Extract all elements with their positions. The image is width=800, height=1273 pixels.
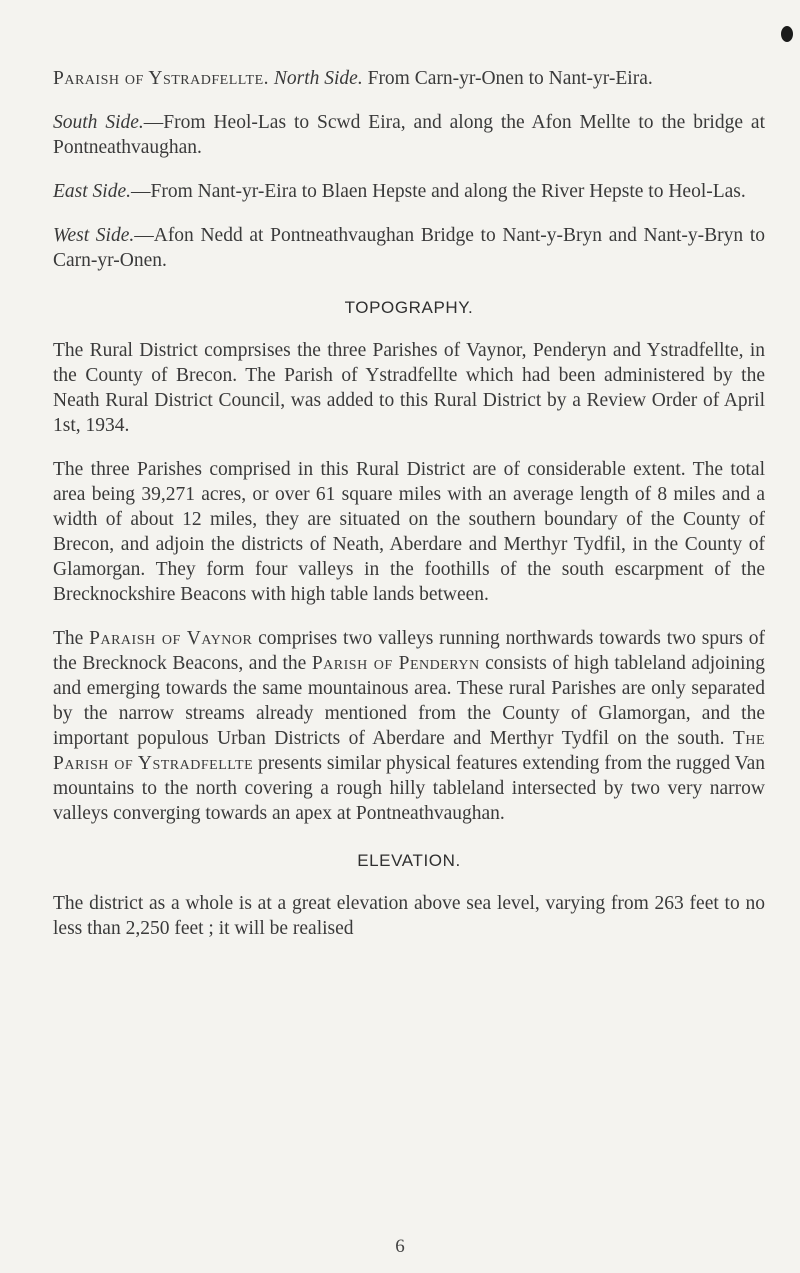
south-boundary-paragraph <box>53 110 765 160</box>
elevation-heading: ELEVATION. <box>357 851 461 870</box>
north-boundary-paragraph <box>53 66 765 91</box>
south-side-text: —From Heol-Las to Scwd Eira, and along the Afon Mellte to the bridge at Pontneathvaughan. <box>53 112 765 158</box>
north-side-label: North Side. <box>273 68 363 89</box>
south-side-label: South Side. <box>53 112 144 133</box>
text-run: comprises two valleys running northwards towards two spurs of the Brecknock Beacons, and the <box>53 628 765 674</box>
ystradfellte-parish-name: The Parish of Ystradfellte <box>53 728 765 774</box>
topography-paragraph-1: The Rural District comprsises the three Parishes of Vaynor, Penderyn and Ystradfellte, in the County of Brecon. The Parish of Ystradfellte which had been administered by the Neath Rural District Council, was added to this Rural District by a Review Order of April 1st, 1934. <box>53 340 765 436</box>
text-run: presents similar physical features extending from the rugged Van mountains to the north covering a rough hilly tableland intersected by two very narrow valleys converging towards an apex at Pontneathvaughan. <box>53 753 765 824</box>
vaynor-parish-name: Paraish of Vaynor <box>89 628 253 649</box>
text-run: The <box>53 628 90 649</box>
east-side-label: East Side. <box>53 181 131 202</box>
document-page <box>53 66 765 960</box>
topography-heading: TOPOGRAPHY. <box>344 298 474 317</box>
elevation-paragraph-1: The district as a whole is at a great elevation above sea level, varying from 263 feet to no less than 2,250 feet ; it will be realised <box>53 893 765 939</box>
west-side-label: West Side. <box>53 225 135 246</box>
north-side-text: From Carn-yr-Onen to Nant-yr-Eira. <box>362 68 653 89</box>
east-side-text: —From Nant-yr-Eira to Blaen Hepste and along the River Hepste to Heol-Las. <box>131 181 746 202</box>
penderyn-parish-name: Parish of Penderyn <box>311 653 480 674</box>
page-number: 6 <box>395 1236 405 1257</box>
west-boundary-paragraph <box>53 223 765 273</box>
west-side-text: —Afon Nedd at Pontneathvaughan Bridge to Nant-y-Bryn and Nant-y-Bryn to Carn-yr-Onen. <box>53 225 765 271</box>
topography-paragraph-3 <box>53 626 765 826</box>
east-boundary-paragraph <box>53 179 765 204</box>
topography-paragraph-2: The three Parishes comprised in this Rural District are of considerable extent. The total area being 39,271 acres, or over 61 square miles with an average length of 8 miles and a width of about 12 miles, they are situated on the southern boundary of the County of Brecon, and adjoin the districts of Neath, Aberdare and Merthyr Tydfil, in the County of Glamorgan. They form four valleys in the foothills of the south escarpment of the Brecknockshire Beacons with high table lands between. <box>53 459 765 605</box>
text-run: consists of high tableland adjoining and emerging towards the same mountainous area. These rural Parishes are only separated by the narrow streams already mentioned from the County of Glamorgan, and the important populous Urban Districts of Aberdare and Merthyr Tydfil on the south. <box>53 653 766 749</box>
parish-name: Paraish of Ystradfellte. <box>53 68 269 89</box>
ink-mark <box>781 26 793 42</box>
